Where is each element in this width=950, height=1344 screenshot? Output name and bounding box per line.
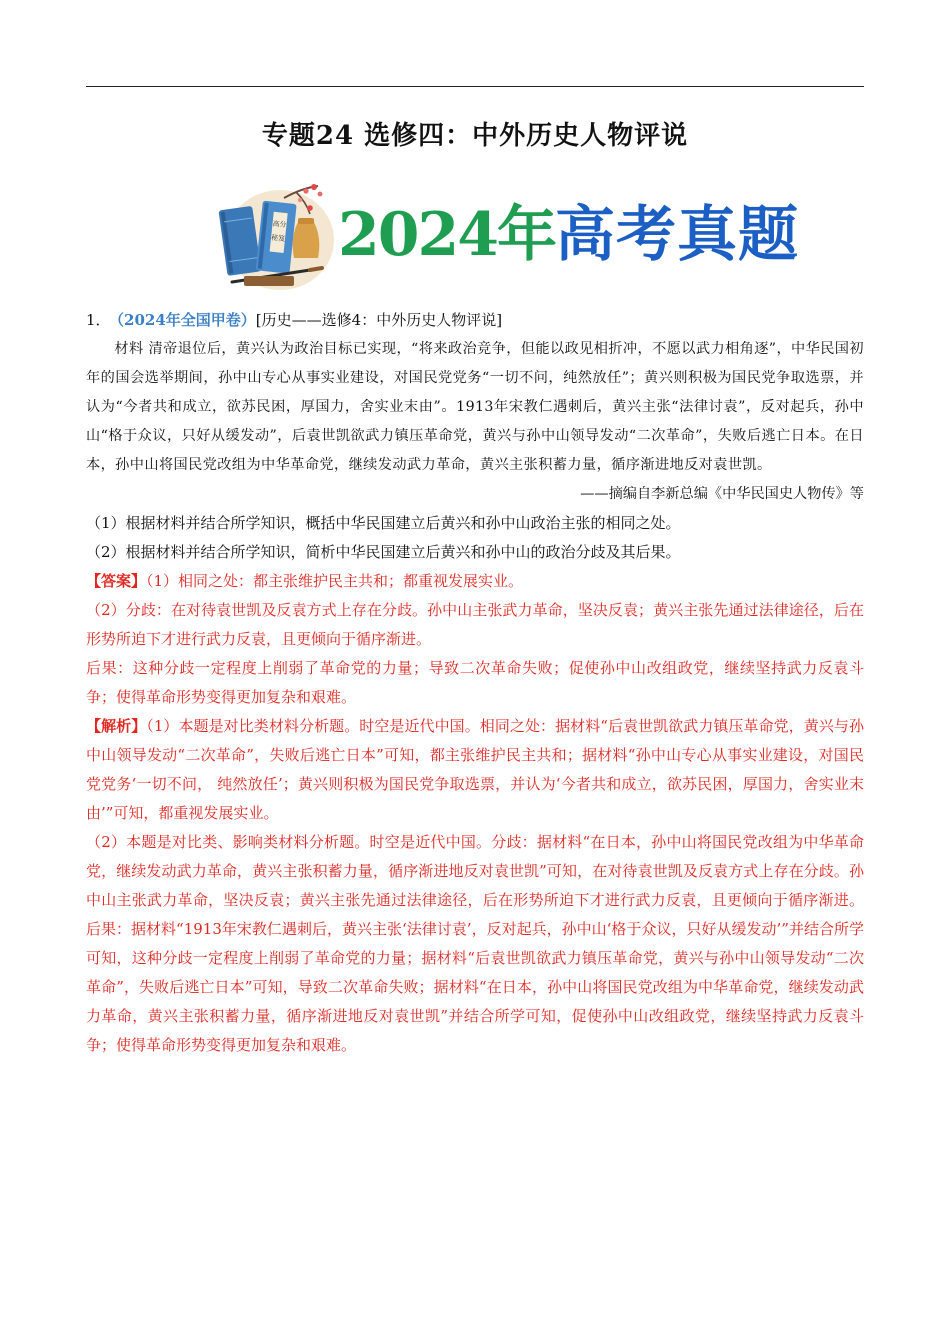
header-rule [86,86,864,87]
page-title: 专题24 选修四：中外历史人物评说 [261,121,689,151]
answer-part-1: 【答案】（1）相同之处：都主张维护民主共和；都重视发展实业。 [86,572,524,590]
analysis-part-2: （2）本题是对比类、影响类材料分析题。时空是近代中国。分歧：据材料“在日本，孙中山将国民党改组为中华革命党，继续发动武力革命，黄兴主张积蓄力量，循序渐进地反对袁世凯”可知，在对待袁世凯及反袁方式上存在分歧。孙中山主张武力革命，坚决反袁；黄兴主张先通过法律途径，后在形势所迫下才进行武力反袁，且更倾向于循序渐进。后果：据材料“1913年宋教仁遇刺后，黄兴主张‘法律讨袁’，反对起兵，孙中山‘格于众议，只好从缓发动’”并结合所学可知，这种分歧一定程度上削弱了革命党的力量；据材料“后袁世凯欲武力镇压革命党，黄兴与孙中山领导发动“二次革命”，失败后逃亡日本”可知，导致二次革命失败；据材料“在日本，孙中山将国民党改组为中华革命党，继续发动武力革命，黄兴主张积蓄力量，循序渐进地反对袁世凯”并结合所学可知，促使孙中山改组政党，继续坚持武力反袁斗争；使得革命形势变得更加复杂和艰难。 [86,833,864,1054]
banner-year: 2024年 [338,200,555,270]
question-subject: [历史——选修4：中外历史人物评说] [255,311,503,329]
question-header [86,306,864,335]
sub-question-2: （2）根据材料并结合所学知识，简析中华民国建立后黄兴和孙中山的政治分歧及其后果。 [86,543,681,561]
analysis-part-1: 【解析】（1）本题是对比类材料分析题。时空是近代中国。相同之处：据材料“后袁世凯欲武力镇压革命党，黄兴与孙中山领导发动“二次革命”，失败后逃亡日本”可知，都主张维护民主共和；据材料“孙中山专心从事实业建设，对国民党党务‘一切不问， 纯然放任’；黄兴则积极为国民党争取选票，并认为‘今者共和成立，欲苏民困，厚国力，舍实业末由’”可知，都重视发展实业。 [86,717,864,822]
analysis-tag: 【解析】 [86,717,147,735]
answer-tag: 【答案】 [86,572,147,590]
question-material: 材料 清帝退位后，黄兴认为政治目标已实现，“将来政治竞争，但能以政见相折冲，不愿以武力相角逐”，中华民国初年的国会选举期间，孙中山专心从事实业建设，对国民党党务“一切不问，纯然放任”；黄兴则积极为国民党争取选票，并认为“今者共和成立，欲苏民困，厚国力，舍实业末由”。1913年宋教仁遇刺后，黄兴主张“法律讨袁”，反对起兵，孙中山“格于众议，只好从缓发动”，后袁世凯欲武力镇压革命党，黄兴与孙中山领导发动“二次革命”，失败后逃亡日本。在日本，孙中山将国民党改组为中华革命党，继续发动武力革命，黄兴主张积蓄力量，循序渐进地反对袁世凯。 [86,341,864,473]
question-source: （2024年全国甲卷） [116,311,256,329]
book-label-text: 高分 [272,219,287,230]
books-illustration-icon [214,178,338,296]
banner-title: 高考真题 [555,200,799,270]
question-content [86,306,864,1060]
svg-text:秘笈: 秘笈 [270,233,286,244]
material-citation: ——摘编自李新总编《中华民国史人物传》等 [580,486,864,502]
answer-part-2: （2）分歧：在对待袁世凯及反袁方式上存在分歧。孙中山主张武力革命，坚决反袁；黄兴主张先通过法律途径，后在形势所迫下才进行武力反袁，且更倾向于循序渐进。 [86,601,864,648]
answer-part-3: 后果：这种分歧一定程度上削弱了革命党的力量；导致二次革命失败；促使孙中山改组政党，继续坚持武力反袁斗争；使得革命形势变得更加复杂和艰难。 [86,659,864,706]
banner-heading [338,190,799,280]
sub-question-1: （1）根据材料并结合所学知识，概括中华民国建立后黄兴和孙中山政治主张的相同之处。 [86,514,681,532]
banner [214,178,799,296]
question-number: 1． [86,311,111,329]
